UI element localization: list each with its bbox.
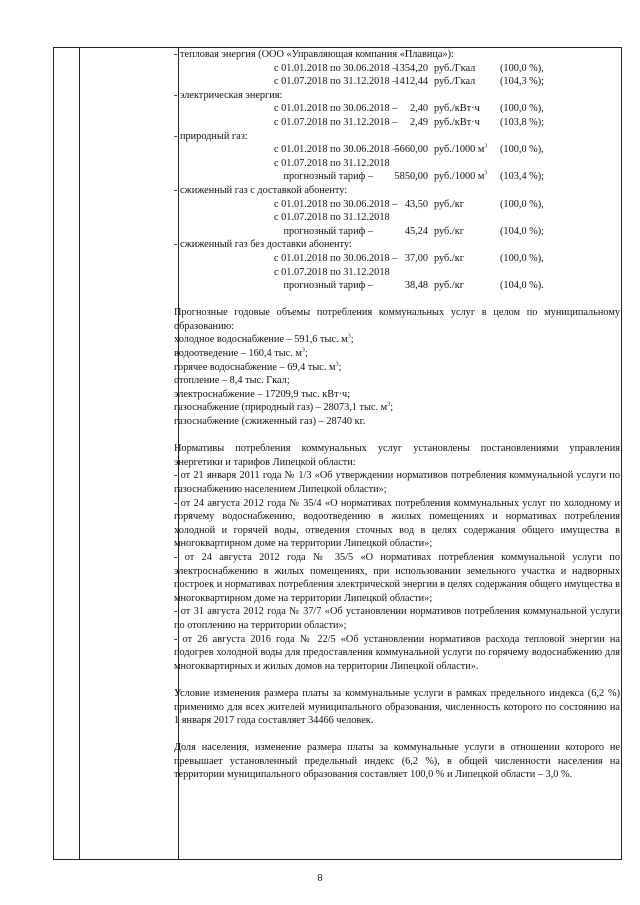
lpg-delivery-title: - сжиженный газ с доставкой абоненту: [174,184,348,196]
population-share-paragraph: Доля населения, изменение размера платы за коммунальные услуги в отношении которого не превышает установленный предельный индекс (6,2 %), в общей численности населения на территории муниципального образования составляет 100,0 % и Липецкой области – 3,0 %. [174,742,620,781]
heat-tariff-row: с 01.01.2018 по 30.06.2018 – 1354,20 руб./Гкал (100,0 %), [274,62,544,74]
forecast-item: водоотведение – 160,4 тыс. $м^3$; [174,347,308,360]
electric-tariff-row: с 01.01.2018 по 30.06.2018 – 2,40 руб./кВт·ч (100,0 %), [274,103,544,115]
forecast-item: газоснабжение (природный газ) – 28073,1 тыс. $м^3$; [174,402,394,414]
forecast-item: холодное водоснабжение – 591,6 тыс. $м^3$; [174,334,354,346]
lpg-delivery-row: прогнозный тариф – 45,24 руб./кг (104,0 %); [283,225,545,237]
norms-item: - от 21 января 2011 года № 1/3 «Об утверждении нормативов потребления коммунальной услуги по газоснабжению населением Липецкой области»; [174,470,620,495]
forecast-item: отопление – 8,4 тыс. Гкал; [174,375,290,387]
gas-tariff-row: с 01.01.2018 по 30.06.2018 – 5660,00 руб./1000 $м^3$ (100,0 %), [274,143,544,156]
norms-item: - от 26 августа 2016 года № 22/5 «Об установлении нормативов расхода тепловой энергии на подогрев холодной воды для предоставления коммунальной услуги по горячему водоснабжению для многоквартирных и жилых домов на территории Липецкой области». [174,633,620,672]
norms-intro: Нормативы потребления коммунальных услуг установлены постановлениями управления энергетики и тарифов Липецкой области: [174,443,620,468]
page-number: 8 [317,873,323,884]
lpg-no-delivery-row: прогнозный тариф – 38,48 руб./кг (104,0 %). [283,280,544,292]
heat-tariff-title: - тепловая энергия (ООО «Управляющая компания «Плавица»): [174,49,454,60]
lpg-no-delivery-row: с 01.07.2018 по 31.12.2018 [274,266,390,278]
forecast-intro: Прогнозные годовые объемы потребления коммунальных услуг в целом по муниципальному образованию: [174,307,620,332]
gas-tariff-row: прогнозный тариф – 5850,00 руб./1000 $м^3$ (103,4 %); [283,170,545,183]
gas-tariff-title: - природный газ: [174,130,248,142]
lpg-no-delivery-title: - сжиженный газ без доставки абоненту: [174,239,352,251]
electric-tariff-row: с 01.07.2018 по 31.12.2018 – 2,49 руб./кВт·ч (103,8 %); [274,116,545,128]
norms-item: - от 24 августа 2012 года № 35/5 «О нормативах потребления коммунальной услуги по электроснабжению в жилых помещениях, при использовании земельного участка и надворных построек и нормативах потребления электрической энергии в целях содержания общего имущества в многоквартирном доме на территории Липецкой области»; [174,551,620,604]
norms-item: - от 24 августа 2012 года № 35/4 «О нормативах потребления коммунальных услуг по холодному и горячему водоснабжению, водоотведению в жилых помещениях и нормативах потребления холодной и горячей воды, отведения сточных вод в целях содержания общего имущества в многоквартирном доме на территории Липецкой области»; [174,497,620,550]
electric-tariff-title: - электрическая энергия: [174,89,283,101]
forecast-item: электроснабжение – 17209,9 тыс. кВт·ч; [174,388,351,400]
table-cell-content [174,48,620,782]
norms-item: - от 31 августа 2012 года № 37/7 «Об установлении нормативов потребления коммунальной услуги по отоплению на территории области»; [174,606,620,631]
lpg-delivery-row: с 01.07.2018 по 31.12.2018 [274,212,390,224]
lpg-delivery-row: с 01.01.2018 по 30.06.2018 – 43,50 руб./кг (100,0 %), [274,198,544,210]
condition-paragraph: Условие изменения размера платы за коммунальные услуги в рамках предельного индекса (6,2 %) применимо для всех жителей муниципального образования, численность которого по состоянию на 1 января 2017 года составляет 34466 человек. [174,687,620,727]
gas-tariff-row: с 01.07.2018 по 31.12.2018 [274,157,390,169]
forecast-item: горячее водоснабжение – 69,4 тыс. $м^3$; [174,361,342,373]
heat-tariff-row: с 01.07.2018 по 31.12.2018 – 1412,44 руб./Гкал (104,3 %); [274,76,545,88]
lpg-no-delivery-row: с 01.01.2018 по 30.06.2018 – 37,00 руб./кг (100,0 %), [274,252,544,264]
forecast-item: газоснабжение (сжиженный газ) – 28740 кг. [174,416,366,428]
column-divider [79,48,80,859]
